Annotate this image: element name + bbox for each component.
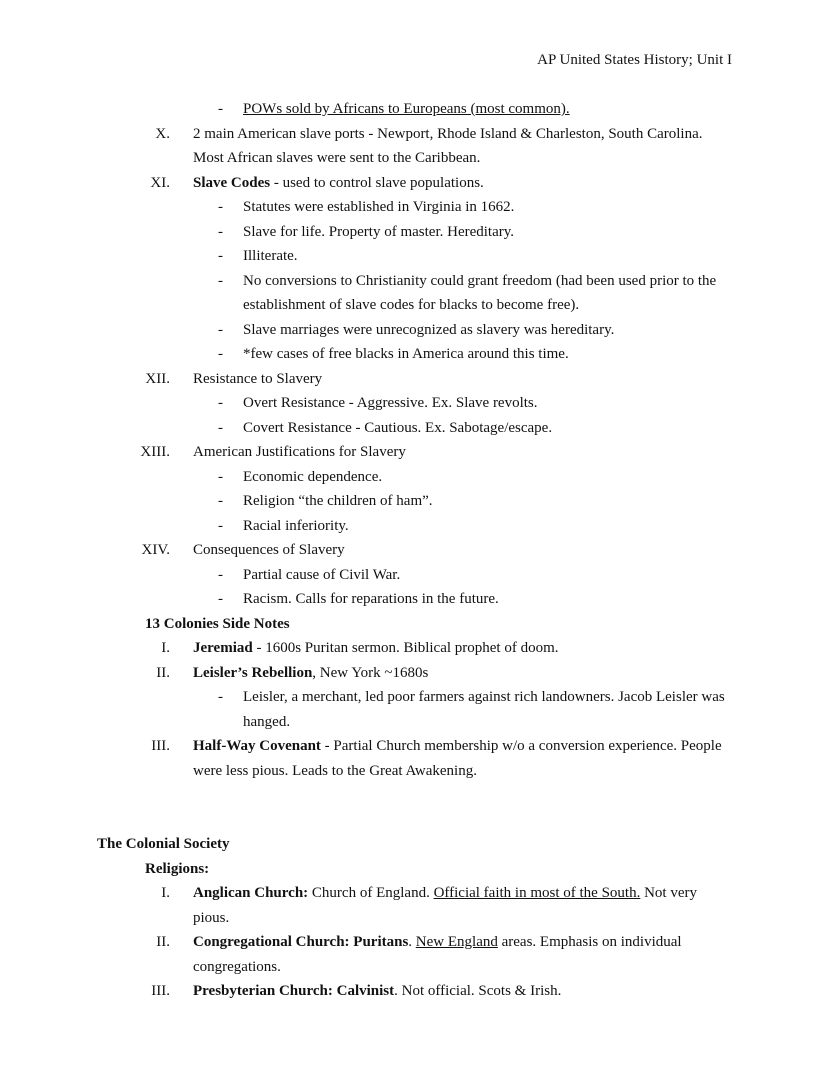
text-segment: Consequences of Slavery — [193, 542, 345, 558]
list-item — [96, 661, 732, 686]
text-segment: Partial cause of Civil War. — [243, 566, 401, 583]
document-body — [96, 97, 732, 1004]
list-item-text — [243, 220, 732, 245]
list-item-text — [170, 636, 732, 661]
text-segment: Leisler’s Rebellion — [193, 664, 313, 681]
list-item-text — [243, 244, 732, 269]
list-item-text — [243, 489, 732, 514]
section-heading — [145, 612, 732, 637]
text-segment: Illiterate. — [243, 248, 298, 264]
blank-line — [96, 783, 732, 808]
text-segment: - used to control slave populations. — [270, 174, 484, 191]
list-marker: X. — [155, 125, 170, 142]
list-item-text — [243, 416, 732, 441]
list-marker: XI. — [150, 174, 170, 191]
text-segment: Leisler, a merchant, led poor farmers against rich landowners. Jacob Leisler was hanged. — [243, 689, 725, 730]
list-item — [96, 122, 732, 171]
text-segment: 2 main American slave ports - Newport, Rhode Island & Charleston, South Carolina. Most African slaves were sent to the Caribbean. — [193, 125, 703, 166]
list-item — [96, 587, 732, 612]
text-segment: Half-Way Covenant — [193, 738, 321, 754]
list-marker: - — [218, 419, 223, 436]
list-marker: II. — [156, 934, 170, 950]
list-item — [96, 391, 732, 416]
text-segment: Slave Codes — [193, 174, 271, 191]
list-item-text — [243, 685, 732, 734]
list-marker: - — [218, 493, 223, 509]
list-item — [96, 538, 732, 563]
list-item — [96, 220, 732, 245]
list-item-text — [170, 930, 732, 979]
blank-line — [96, 808, 732, 833]
text-segment: Resistance to Slavery — [193, 370, 323, 387]
text-segment: The Colonial Society — [97, 836, 230, 852]
list-item — [96, 881, 732, 930]
list-marker: - — [218, 689, 223, 705]
section-heading — [145, 857, 732, 882]
list-item-text — [243, 97, 732, 122]
list-marker: XII. — [145, 370, 170, 387]
list-item-text — [243, 269, 732, 318]
list-marker: - — [218, 517, 223, 534]
list-item — [96, 465, 732, 490]
list-marker: - — [218, 223, 223, 240]
text-segment: . — [408, 934, 416, 950]
list-item-text — [170, 440, 732, 465]
list-item — [96, 416, 732, 441]
text-segment: Jeremiad — [193, 640, 253, 656]
list-marker: - — [218, 346, 223, 362]
text-segment: *few cases of free blacks in America around this time. — [243, 346, 569, 362]
list-marker: - — [218, 468, 223, 485]
text-segment: Religion “the children of ham”. — [243, 493, 433, 509]
list-item — [96, 318, 732, 343]
text-segment: Racial inferiority. — [243, 517, 349, 534]
list-marker: - — [218, 199, 223, 215]
text-segment: Anglican Church: — [193, 885, 309, 901]
list-item-text — [170, 367, 732, 392]
list-item — [96, 685, 732, 734]
list-item-text — [243, 587, 732, 612]
text-segment: Covert Resistance - Cautious. Ex. Sabotage/escape. — [243, 419, 553, 436]
list-marker: III. — [151, 738, 170, 754]
list-item-text — [243, 391, 732, 416]
list-marker: I. — [161, 640, 170, 656]
list-item — [96, 930, 732, 979]
text-segment: Economic dependence. — [243, 468, 383, 485]
page-header — [96, 48, 732, 73]
text-segment: No conversions to Christianity could grant freedom (had been used prior to the establishment of slave codes for blacks to become free). — [243, 272, 717, 313]
list-item — [96, 97, 732, 122]
text-segment: 13 Colonies Side Notes — [145, 615, 290, 632]
list-marker: - — [218, 591, 223, 607]
list-item — [96, 514, 732, 539]
list-item — [96, 244, 732, 269]
list-marker: XIV. — [141, 542, 170, 558]
list-item-text — [243, 563, 732, 588]
text-segment: , New York ~1680s — [312, 664, 429, 681]
list-item-text — [170, 979, 732, 1004]
text-segment: New England — [415, 934, 498, 950]
list-marker: - — [218, 248, 223, 264]
list-item — [96, 979, 732, 1004]
list-marker: - — [218, 566, 223, 583]
list-marker: - — [218, 101, 223, 117]
list-item-text — [170, 538, 732, 563]
text-segment: Religions: — [145, 860, 210, 877]
list-item — [96, 171, 732, 196]
list-item-text — [170, 122, 732, 171]
list-item — [96, 734, 732, 783]
text-segment: Slave marriages were unrecognized as slavery was hereditary. — [243, 321, 615, 338]
list-item-text — [243, 514, 732, 539]
text-segment: Slave for life. Property of master. Hereditary. — [243, 223, 515, 240]
list-marker: - — [218, 272, 223, 289]
list-marker: II. — [156, 664, 170, 681]
list-marker: I. — [161, 885, 170, 901]
list-item — [96, 636, 732, 661]
text-segment: American Justifications for Slavery — [193, 444, 406, 460]
text-segment: areas. Emphasis on individual congregations. — [193, 934, 682, 975]
list-item — [96, 440, 732, 465]
list-item-text — [170, 881, 732, 930]
text-segment: Official faith in most of the South. — [433, 885, 641, 901]
list-marker: - — [218, 395, 223, 411]
text-segment: Statutes were established in Virginia in 1662. — [243, 199, 515, 215]
text-segment: Not very pious. — [193, 885, 697, 926]
list-item — [96, 563, 732, 588]
list-item — [96, 367, 732, 392]
list-marker: III. — [151, 983, 170, 999]
list-item — [96, 342, 732, 367]
text-segment: - 1600s Puritan sermon. Biblical prophet of doom. — [252, 640, 559, 656]
document-title: AP United States History; Unit I — [537, 52, 732, 68]
text-segment: . Not official. Scots & Irish. — [394, 983, 562, 999]
list-item — [96, 269, 732, 318]
list-item-text — [243, 342, 732, 367]
section-heading — [97, 832, 732, 857]
list-item — [96, 195, 732, 220]
text-segment: - Partial Church membership w/o a conversion experience. People were less pious. Leads to the Great Awakening. — [193, 738, 722, 779]
list-marker: XIII. — [140, 444, 170, 460]
text-segment: Racism. Calls for reparations in the future. — [243, 591, 499, 607]
list-item-text — [170, 171, 732, 196]
list-item-text — [243, 465, 732, 490]
list-item — [96, 489, 732, 514]
list-item-text — [170, 734, 732, 783]
text-segment: POWs sold by Africans to Europeans (most common). — [243, 101, 570, 117]
text-segment: Presbyterian Church: Calvinist — [193, 983, 395, 999]
list-item-text — [243, 195, 732, 220]
text-segment: Congregational Church: Puritans — [193, 934, 409, 950]
list-item-text — [170, 661, 732, 686]
text-segment: Overt Resistance - Aggressive. Ex. Slave revolts. — [243, 395, 538, 411]
list-marker: - — [218, 321, 223, 338]
list-item-text — [243, 318, 732, 343]
text-segment: Church of England. — [308, 885, 434, 901]
